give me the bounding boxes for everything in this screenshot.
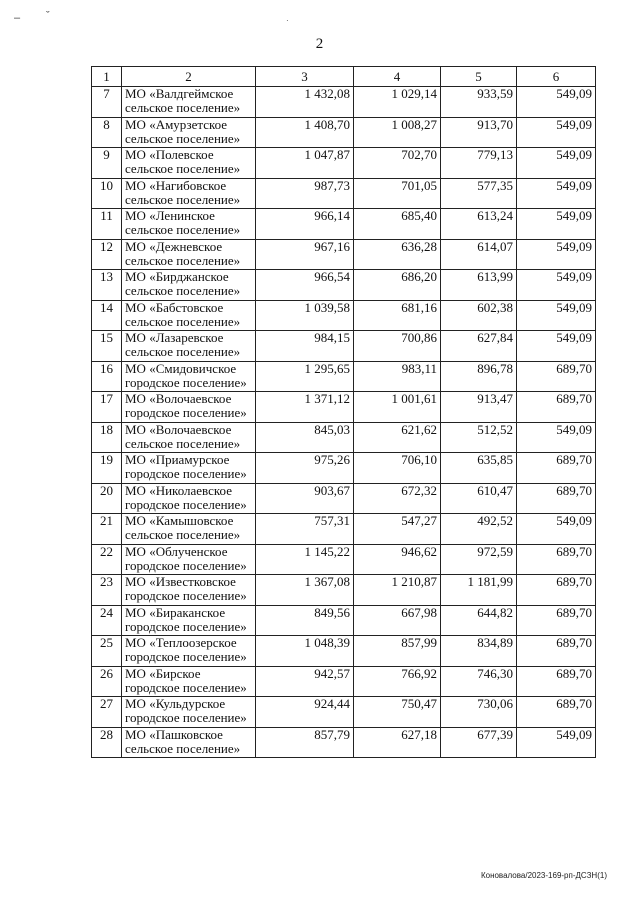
municipality-name-line: городское поселение» [125, 618, 247, 634]
value-cell-col3: 1 145,22 [256, 544, 354, 575]
municipality-name-line: МО «Известковское [125, 574, 236, 589]
municipality-name-cell [122, 483, 256, 514]
value-cell-col6: 549,09 [517, 87, 596, 118]
value-cell-col4: 672,32 [354, 483, 441, 514]
value-cell-col4: 706,10 [354, 453, 441, 484]
value-cell-col5: 635,85 [441, 453, 517, 484]
row-number-cell: 21 [92, 514, 122, 545]
value-cell-col6: 549,09 [517, 300, 596, 331]
value-cell-col4: 1 029,14 [354, 87, 441, 118]
municipality-name-cell [122, 361, 256, 392]
municipality-name-line: МО «Смидовичское [125, 361, 237, 376]
row-number-cell: 19 [92, 453, 122, 484]
row-number-cell: 20 [92, 483, 122, 514]
scan-mark: · [286, 16, 289, 25]
value-cell-col3: 967,16 [256, 239, 354, 270]
value-cell-col6: 689,70 [517, 483, 596, 514]
value-cell-col4: 685,40 [354, 209, 441, 240]
row-number-cell: 26 [92, 666, 122, 697]
table-row [92, 666, 596, 697]
table-row [92, 148, 596, 179]
table-row [92, 483, 596, 514]
row-number-cell: 9 [92, 148, 122, 179]
municipality-name-line: МО «Теплоозерское [125, 635, 237, 650]
value-cell-col5: 746,30 [441, 666, 517, 697]
row-number-cell: 14 [92, 300, 122, 331]
value-cell-col3: 984,15 [256, 331, 354, 362]
row-number-cell: 17 [92, 392, 122, 423]
municipality-name-line: МО «Дежневское [125, 239, 223, 254]
table-row [92, 331, 596, 362]
value-cell-col4: 1 001,61 [354, 392, 441, 423]
municipality-name-line: МО «Николаевское [125, 483, 232, 498]
value-cell-col5: 677,39 [441, 727, 517, 758]
value-cell-col6: 549,09 [517, 422, 596, 453]
municipality-name-line: МО «Камышовское [125, 513, 234, 528]
table-row [92, 575, 596, 606]
value-cell-col3: 975,26 [256, 453, 354, 484]
value-cell-col4: 547,27 [354, 514, 441, 545]
value-cell-col4: 750,47 [354, 697, 441, 728]
municipality-name-line: МО «Бабстовское [125, 300, 224, 315]
table-row [92, 300, 596, 331]
data-table [91, 66, 596, 758]
municipality-name-line: сельское поселение» [125, 740, 241, 756]
row-number-cell: 18 [92, 422, 122, 453]
municipality-name-cell [122, 605, 256, 636]
municipality-name-line: МО «Приамурское [125, 452, 230, 467]
value-cell-col6: 689,70 [517, 636, 596, 667]
row-number-cell: 10 [92, 178, 122, 209]
value-cell-col5: 602,38 [441, 300, 517, 331]
value-cell-col6: 549,09 [517, 239, 596, 270]
value-cell-col4: 766,92 [354, 666, 441, 697]
municipality-name-line: городское поселение» [125, 374, 247, 390]
municipality-name-cell [122, 575, 256, 606]
municipality-name-line: городское поселение» [125, 710, 247, 725]
table-row [92, 178, 596, 209]
municipality-name-line: городское поселение» [125, 557, 247, 573]
value-cell-col6: 549,09 [517, 209, 596, 240]
municipality-name-line: сельское поселение» [125, 100, 241, 115]
table-row [92, 87, 596, 118]
municipality-name-line: сельское поселение» [125, 527, 241, 542]
municipality-name-line: сельское поселение» [125, 130, 241, 146]
municipality-name-line: МО «Ленинское [125, 208, 215, 223]
municipality-name-cell [122, 239, 256, 270]
value-cell-col6: 689,70 [517, 392, 596, 423]
value-cell-col4: 667,98 [354, 605, 441, 636]
value-cell-col5: 896,78 [441, 361, 517, 392]
municipality-name-line: МО «Нагибовское [125, 178, 227, 193]
value-cell-col5: 613,99 [441, 270, 517, 301]
value-cell-col3: 1 371,12 [256, 392, 354, 423]
row-number-cell: 8 [92, 117, 122, 148]
municipality-name-cell [122, 209, 256, 240]
municipality-name-line: городское поселение» [125, 405, 247, 420]
value-cell-col4: 627,18 [354, 727, 441, 758]
value-cell-col5: 834,89 [441, 636, 517, 667]
municipality-name-cell [122, 331, 256, 362]
column-header: 4 [354, 67, 441, 87]
value-cell-col3: 1 408,70 [256, 117, 354, 148]
column-header: 1 [92, 67, 122, 87]
value-cell-col5: 779,13 [441, 148, 517, 179]
value-cell-col6: 689,70 [517, 605, 596, 636]
value-cell-col5: 1 181,99 [441, 575, 517, 606]
municipality-name-line: городское поселение» [125, 649, 247, 664]
table-row [92, 697, 596, 728]
row-number-cell: 12 [92, 239, 122, 270]
table-row [92, 636, 596, 667]
municipality-name-line: сельское поселение» [125, 283, 241, 298]
value-cell-col5: 730,06 [441, 697, 517, 728]
value-cell-col5: 644,82 [441, 605, 517, 636]
value-cell-col4: 983,11 [354, 361, 441, 392]
value-cell-col4: 701,05 [354, 178, 441, 209]
value-cell-col3: 942,57 [256, 666, 354, 697]
municipality-name-cell [122, 697, 256, 728]
municipality-name-line: сельское поселение» [125, 435, 241, 451]
row-number-cell: 16 [92, 361, 122, 392]
municipality-name-cell [122, 148, 256, 179]
municipality-name-line: сельское поселение» [125, 252, 241, 268]
row-number-cell: 25 [92, 636, 122, 667]
municipality-name-line: МО «Бирское [125, 666, 201, 681]
value-cell-col6: 549,09 [517, 148, 596, 179]
municipality-name-line: сельское поселение» [125, 313, 241, 329]
municipality-name-line: МО «Амурзетское [125, 117, 228, 132]
municipality-name-cell [122, 270, 256, 301]
row-number-cell: 15 [92, 331, 122, 362]
value-cell-col6: 549,09 [517, 117, 596, 148]
value-cell-col3: 1 048,39 [256, 636, 354, 667]
page-number: 2 [315, 36, 324, 52]
municipality-name-cell [122, 300, 256, 331]
value-cell-col3: 1 295,65 [256, 361, 354, 392]
table-row [92, 209, 596, 240]
municipality-name-line: МО «Кульдурское [125, 696, 226, 711]
value-cell-col3: 857,79 [256, 727, 354, 758]
value-cell-col5: 913,70 [441, 117, 517, 148]
column-header: 6 [517, 67, 596, 87]
value-cell-col6: 549,09 [517, 270, 596, 301]
value-cell-col4: 702,70 [354, 148, 441, 179]
value-cell-col3: 1 367,08 [256, 575, 354, 606]
municipality-name-cell [122, 544, 256, 575]
value-cell-col6: 689,70 [517, 361, 596, 392]
municipality-name-line: МО «Пашковское [125, 727, 223, 742]
municipality-name-line: городское поселение» [125, 588, 247, 603]
municipality-name-cell [122, 636, 256, 667]
row-number-cell: 24 [92, 605, 122, 636]
value-cell-col6: 549,09 [517, 178, 596, 209]
value-cell-col3: 849,56 [256, 605, 354, 636]
value-cell-col5: 577,35 [441, 178, 517, 209]
row-number-cell: 22 [92, 544, 122, 575]
value-cell-col6: 549,09 [517, 331, 596, 362]
value-cell-col4: 1 210,87 [354, 575, 441, 606]
value-cell-col3: 1 047,87 [256, 148, 354, 179]
value-cell-col5: 627,84 [441, 331, 517, 362]
value-cell-col5: 614,07 [441, 239, 517, 270]
scan-mark: ˇ [46, 10, 50, 22]
value-cell-col4: 1 008,27 [354, 117, 441, 148]
value-cell-col5: 933,59 [441, 87, 517, 118]
municipality-name-line: сельское поселение» [125, 222, 241, 237]
value-cell-col5: 972,59 [441, 544, 517, 575]
value-cell-col4: 857,99 [354, 636, 441, 667]
value-cell-col3: 924,44 [256, 697, 354, 728]
municipality-name-line: МО «Волочаевское [125, 391, 232, 406]
value-cell-col5: 492,52 [441, 514, 517, 545]
value-cell-col3: 1 039,58 [256, 300, 354, 331]
column-header: 5 [441, 67, 517, 87]
municipality-name-line: МО «Волочаевское [125, 422, 232, 437]
table-row [92, 239, 596, 270]
table-header-row [92, 67, 596, 87]
municipality-name-cell [122, 117, 256, 148]
value-cell-col4: 686,20 [354, 270, 441, 301]
municipality-name-cell [122, 666, 256, 697]
value-cell-col5: 613,24 [441, 209, 517, 240]
value-cell-col4: 700,86 [354, 331, 441, 362]
municipality-name-line: МО «Бирджанское [125, 269, 229, 284]
table-row [92, 605, 596, 636]
document-code: Коновалова/2023-169-рп-ДСЗН(1) [480, 871, 607, 880]
municipality-name-line: городское поселение» [125, 466, 247, 481]
municipality-name-line: МО «Облученское [125, 544, 228, 559]
municipality-name-cell [122, 392, 256, 423]
municipality-name-line: МО «Полевское [125, 147, 214, 162]
value-cell-col5: 512,52 [441, 422, 517, 453]
value-cell-col3: 845,03 [256, 422, 354, 453]
municipality-name-cell [122, 422, 256, 453]
value-cell-col6: 689,70 [517, 575, 596, 606]
table-row [92, 453, 596, 484]
municipality-name-line: МО «Бираканское [125, 605, 226, 620]
value-cell-col3: 1 432,08 [256, 87, 354, 118]
row-number-cell: 28 [92, 727, 122, 758]
table-row [92, 361, 596, 392]
table-row [92, 392, 596, 423]
municipality-name-line: МО «Валдгеймское [125, 86, 234, 101]
table-row [92, 544, 596, 575]
row-number-cell: 13 [92, 270, 122, 301]
row-number-cell: 27 [92, 697, 122, 728]
value-cell-col4: 946,62 [354, 544, 441, 575]
municipality-name-cell [122, 514, 256, 545]
column-header: 2 [122, 67, 256, 87]
municipality-name-line: городское поселение» [125, 679, 247, 695]
municipality-name-cell [122, 178, 256, 209]
value-cell-col3: 966,14 [256, 209, 354, 240]
value-cell-col6: 689,70 [517, 666, 596, 697]
column-header: 3 [256, 67, 354, 87]
table-row [92, 514, 596, 545]
row-number-cell: 11 [92, 209, 122, 240]
table-row [92, 117, 596, 148]
scan-mark: – [14, 12, 21, 24]
value-cell-col6: 689,70 [517, 453, 596, 484]
table-row [92, 727, 596, 758]
value-cell-col4: 636,28 [354, 239, 441, 270]
row-number-cell: 7 [92, 87, 122, 118]
municipality-name-line: городское поселение» [125, 496, 247, 512]
table-row [92, 270, 596, 301]
municipality-name-line: сельское поселение» [125, 191, 241, 207]
municipality-name-cell [122, 87, 256, 118]
value-cell-col6: 549,09 [517, 727, 596, 758]
value-cell-col5: 610,47 [441, 483, 517, 514]
municipality-name-line: сельское поселение» [125, 344, 241, 359]
municipality-name-line: сельское поселение» [125, 161, 241, 176]
value-cell-col3: 757,31 [256, 514, 354, 545]
value-cell-col3: 903,67 [256, 483, 354, 514]
municipality-name-cell [122, 727, 256, 758]
value-cell-col3: 987,73 [256, 178, 354, 209]
municipality-name-cell [122, 453, 256, 484]
value-cell-col6: 549,09 [517, 514, 596, 545]
municipality-name-line: МО «Лазаревское [125, 330, 224, 345]
value-cell-col3: 966,54 [256, 270, 354, 301]
value-cell-col4: 681,16 [354, 300, 441, 331]
value-cell-col5: 913,47 [441, 392, 517, 423]
row-number-cell: 23 [92, 575, 122, 606]
table-row [92, 422, 596, 453]
value-cell-col6: 689,70 [517, 544, 596, 575]
value-cell-col4: 621,62 [354, 422, 441, 453]
value-cell-col6: 689,70 [517, 697, 596, 728]
